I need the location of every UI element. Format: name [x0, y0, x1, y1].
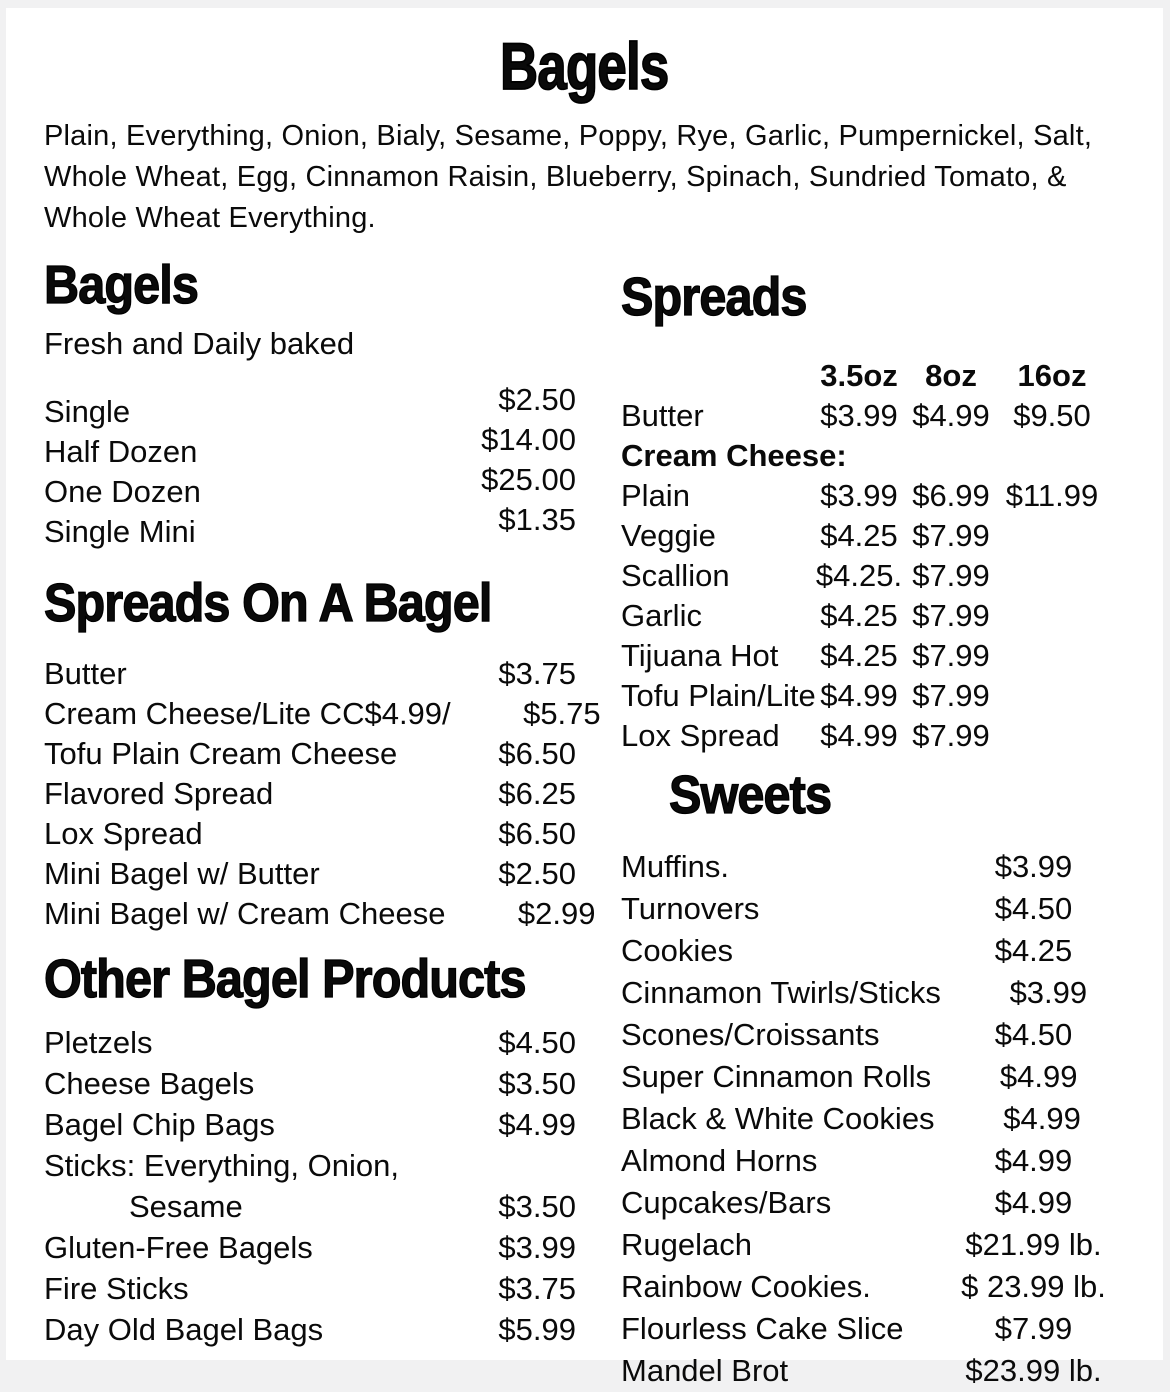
- item-price: [426, 1145, 576, 1186]
- menu-item-row: [44, 1186, 576, 1227]
- description-line: Whole Wheat Everything.: [44, 202, 376, 234]
- item-name: Rugelach: [621, 1227, 752, 1262]
- menu-item-row: [621, 556, 1156, 596]
- menu-item-row: [621, 1140, 1156, 1182]
- item-price: $6.99: [912, 478, 990, 513]
- item-price: $3.75: [498, 1271, 576, 1306]
- menu-item-row: [621, 476, 1156, 516]
- item-price: $9.50: [1013, 398, 1091, 433]
- item-name: Cream Cheese:: [621, 438, 847, 473]
- item-name: Single Mini: [44, 514, 196, 549]
- section-spreads-on-a-bagel: [44, 572, 601, 934]
- menu-item-row: [44, 1104, 576, 1145]
- item-price: $3.99: [1009, 975, 1088, 1010]
- item-name: Scallion: [621, 558, 730, 593]
- section-spreads: [621, 266, 1156, 756]
- menu-item-row: [44, 1309, 576, 1350]
- section-heading-bagels: Bagels: [44, 255, 198, 315]
- page-title-text: Bagels: [500, 29, 669, 103]
- section-sweets: [621, 764, 1156, 1392]
- item-name: Mandel Brot: [621, 1353, 789, 1388]
- menu-item-row: [621, 516, 1156, 556]
- item-name: Garlic: [621, 598, 702, 633]
- item-name: Cupcakes/Bars: [621, 1185, 832, 1220]
- menu-item-row: [44, 774, 576, 814]
- item-price: $4.25: [820, 518, 898, 553]
- item-price: $3.99: [820, 478, 898, 513]
- menu-item-row: [621, 1224, 1156, 1266]
- item-price: $4.25: [820, 598, 898, 633]
- other-bagel-products-item-list: [44, 1022, 576, 1350]
- item-name: Tofu Plain Cream Cheese: [44, 736, 398, 771]
- item-name: Butter: [621, 398, 704, 433]
- item-name: Pletzels: [44, 1025, 153, 1060]
- item-price: $7.99: [912, 638, 990, 673]
- item-name: Turnovers: [621, 891, 760, 926]
- item-price: [905, 436, 997, 476]
- item-price: [997, 636, 1107, 676]
- item-name: Mini Bagel w/ Cream Cheese: [44, 896, 446, 931]
- menu-item-row: [621, 636, 1156, 676]
- item-price: $4.50: [498, 1025, 576, 1060]
- menu-item-row: [621, 1308, 1156, 1350]
- menu-item-row: [621, 436, 1156, 476]
- item-price: [813, 436, 905, 476]
- section-heading-other-bagel-products: Other Bagel Products: [44, 949, 526, 1009]
- section-heading-sweets: Sweets: [669, 765, 832, 825]
- item-price: $3.99: [820, 398, 898, 433]
- menu-page: [6, 8, 1163, 1388]
- menu-item-row: [621, 888, 1156, 930]
- item-price: $4.99: [820, 678, 898, 713]
- section-bagels: [44, 254, 576, 552]
- menu-item-row: [621, 1182, 1156, 1224]
- item-name: Black & White Cookies: [621, 1101, 935, 1136]
- bagels-item-list: [44, 382, 576, 552]
- menu-item-row: [621, 1098, 1156, 1140]
- spreads-item-list: [621, 396, 1156, 756]
- item-name: One Dozen: [44, 474, 201, 509]
- item-name: Super Cinnamon Rolls: [621, 1059, 932, 1094]
- description-line: Whole Wheat, Egg, Cinnamon Raisin, Blueberry, Spinach, Sundried Tomato, &: [44, 161, 1067, 193]
- page-title: [6, 30, 1163, 102]
- item-name: Rainbow Cookies.: [621, 1269, 871, 1304]
- item-price: $1.35: [498, 502, 576, 537]
- menu-item-row: [44, 502, 576, 552]
- item-price: $ 23.99 lb.: [961, 1269, 1106, 1304]
- menu-item-row: [621, 1266, 1156, 1308]
- spreads-on-a-bagel-item-list: [44, 654, 601, 934]
- menu-columns: [6, 254, 1163, 1392]
- menu-item-row: [621, 972, 1156, 1014]
- item-price: $3.50: [498, 1189, 576, 1224]
- item-price: $3.50: [498, 1066, 576, 1101]
- item-price: $4.50: [994, 1017, 1073, 1052]
- menu-item-row: [621, 596, 1156, 636]
- section-subtitle: Fresh and Daily baked: [44, 326, 355, 361]
- item-name: Half Dozen: [44, 434, 198, 469]
- sweets-item-list: [621, 846, 1156, 1392]
- menu-description: [44, 116, 1133, 239]
- menu-item-row: [621, 1350, 1156, 1392]
- menu-item-row: [44, 1227, 576, 1268]
- menu-item-row: [621, 846, 1156, 888]
- item-name: Butter: [44, 656, 127, 691]
- menu-item-row: [44, 1063, 576, 1104]
- item-price: $4.99: [994, 1185, 1073, 1220]
- item-price: [997, 436, 1107, 476]
- menu-item-row: [621, 396, 1156, 436]
- item-name: Sesame: [129, 1189, 243, 1224]
- item-price: [997, 516, 1107, 556]
- item-name: Day Old Bagel Bags: [44, 1312, 324, 1347]
- item-name: Mini Bagel w/ Butter: [44, 856, 320, 891]
- item-price: $4.25: [820, 638, 898, 673]
- item-name: Veggie: [621, 518, 716, 553]
- item-name: Plain: [621, 478, 690, 513]
- item-price: $4.99: [820, 718, 898, 753]
- menu-item-row: [621, 930, 1156, 972]
- item-price: $5.99: [498, 1312, 576, 1347]
- item-name: Single: [44, 394, 131, 429]
- item-name: Cheese Bagels: [44, 1066, 255, 1101]
- size-header-row: [621, 356, 1156, 396]
- item-name: Bagel Chip Bags: [44, 1107, 275, 1142]
- menu-item-row: [44, 1022, 576, 1063]
- item-price: $4.25.: [815, 558, 903, 593]
- menu-item-row: [44, 654, 576, 694]
- right-column: [576, 254, 1163, 1392]
- menu-item-row: [44, 694, 601, 734]
- item-price: $3.99: [994, 849, 1073, 884]
- menu-item-row: [44, 734, 576, 774]
- section-heading-spreads-on-a-bagel: Spreads On A Bagel: [44, 573, 492, 633]
- menu-item-row: [44, 814, 576, 854]
- item-price: $7.99: [994, 1311, 1073, 1346]
- item-name: Almond Horns: [621, 1143, 818, 1178]
- item-price: [997, 596, 1107, 636]
- item-price: $2.50: [498, 856, 576, 891]
- menu-item-row: [44, 894, 596, 934]
- item-price: $4.50: [994, 891, 1073, 926]
- item-name: Muffins.: [621, 849, 729, 884]
- item-price: $4.99: [994, 1143, 1073, 1178]
- item-price: $7.99: [912, 678, 990, 713]
- item-price: $23.99 lb.: [965, 1353, 1102, 1388]
- menu-item-row: [621, 1014, 1156, 1056]
- menu-item-row: [621, 1056, 1156, 1098]
- item-price: $7.99: [912, 718, 990, 753]
- description-line: Plain, Everything, Onion, Bialy, Sesame, Poppy, Rye, Garlic, Pumpernickel, Salt,: [44, 120, 1093, 152]
- item-name: Cookies: [621, 933, 733, 968]
- item-name: Fire Sticks: [44, 1271, 189, 1306]
- item-price: $4.99: [498, 1107, 576, 1142]
- item-price: $4.99: [999, 1059, 1078, 1094]
- menu-item-row: [44, 1268, 576, 1309]
- item-price: $3.99: [498, 1230, 576, 1265]
- item-price: [997, 676, 1107, 716]
- item-price: [997, 556, 1107, 596]
- item-price: $7.99: [912, 558, 990, 593]
- item-name: Lox Spread: [44, 816, 203, 851]
- item-name: Scones/Croissants: [621, 1017, 880, 1052]
- item-price: [997, 716, 1107, 756]
- item-name: Tofu Plain/Lite: [621, 678, 816, 713]
- item-price: $4.99: [912, 398, 990, 433]
- size-header-cell: 8oz: [925, 358, 977, 393]
- item-name: Cinnamon Twirls/Sticks: [621, 975, 941, 1010]
- item-name: Tijuana Hot: [621, 638, 779, 673]
- item-name: Flourless Cake Slice: [621, 1311, 904, 1346]
- item-price: $6.50: [498, 816, 576, 851]
- menu-item-row: [621, 676, 1156, 716]
- item-price: $2.99: [517, 896, 596, 931]
- item-price: $4.99: [1003, 1101, 1081, 1136]
- item-price: $7.99: [912, 598, 990, 633]
- item-name: Sticks: Everything, Onion,: [44, 1148, 399, 1183]
- item-name: Lox Spread: [621, 718, 780, 753]
- item-price: $6.25: [498, 776, 576, 811]
- section-heading-spreads: Spreads: [621, 267, 807, 327]
- menu-item-row: [44, 1145, 576, 1186]
- menu-item-row: [44, 854, 576, 894]
- item-price: $5.75: [523, 696, 601, 731]
- item-price: $25.00: [481, 462, 576, 497]
- item-price: $2.50: [498, 382, 576, 417]
- item-price: $11.99: [1005, 478, 1099, 513]
- item-price: $6.50: [498, 736, 576, 771]
- item-price: $21.99 lb.: [965, 1227, 1102, 1262]
- item-name: Flavored Spread: [44, 776, 274, 811]
- item-price: $14.00: [481, 422, 576, 457]
- size-header-cell: 16oz: [1017, 358, 1087, 393]
- section-other-bagel-products: [44, 948, 576, 1350]
- item-price: $7.99: [912, 518, 990, 553]
- item-price: $3.75: [498, 656, 576, 691]
- menu-item-row: [621, 716, 1156, 756]
- size-header-cell: 3.5oz: [820, 358, 898, 393]
- item-price: $4.25: [994, 933, 1073, 968]
- item-name: Cream Cheese/Lite CC$4.99/: [44, 696, 451, 731]
- left-column: [6, 254, 601, 1350]
- item-name: Gluten-Free Bagels: [44, 1230, 313, 1265]
